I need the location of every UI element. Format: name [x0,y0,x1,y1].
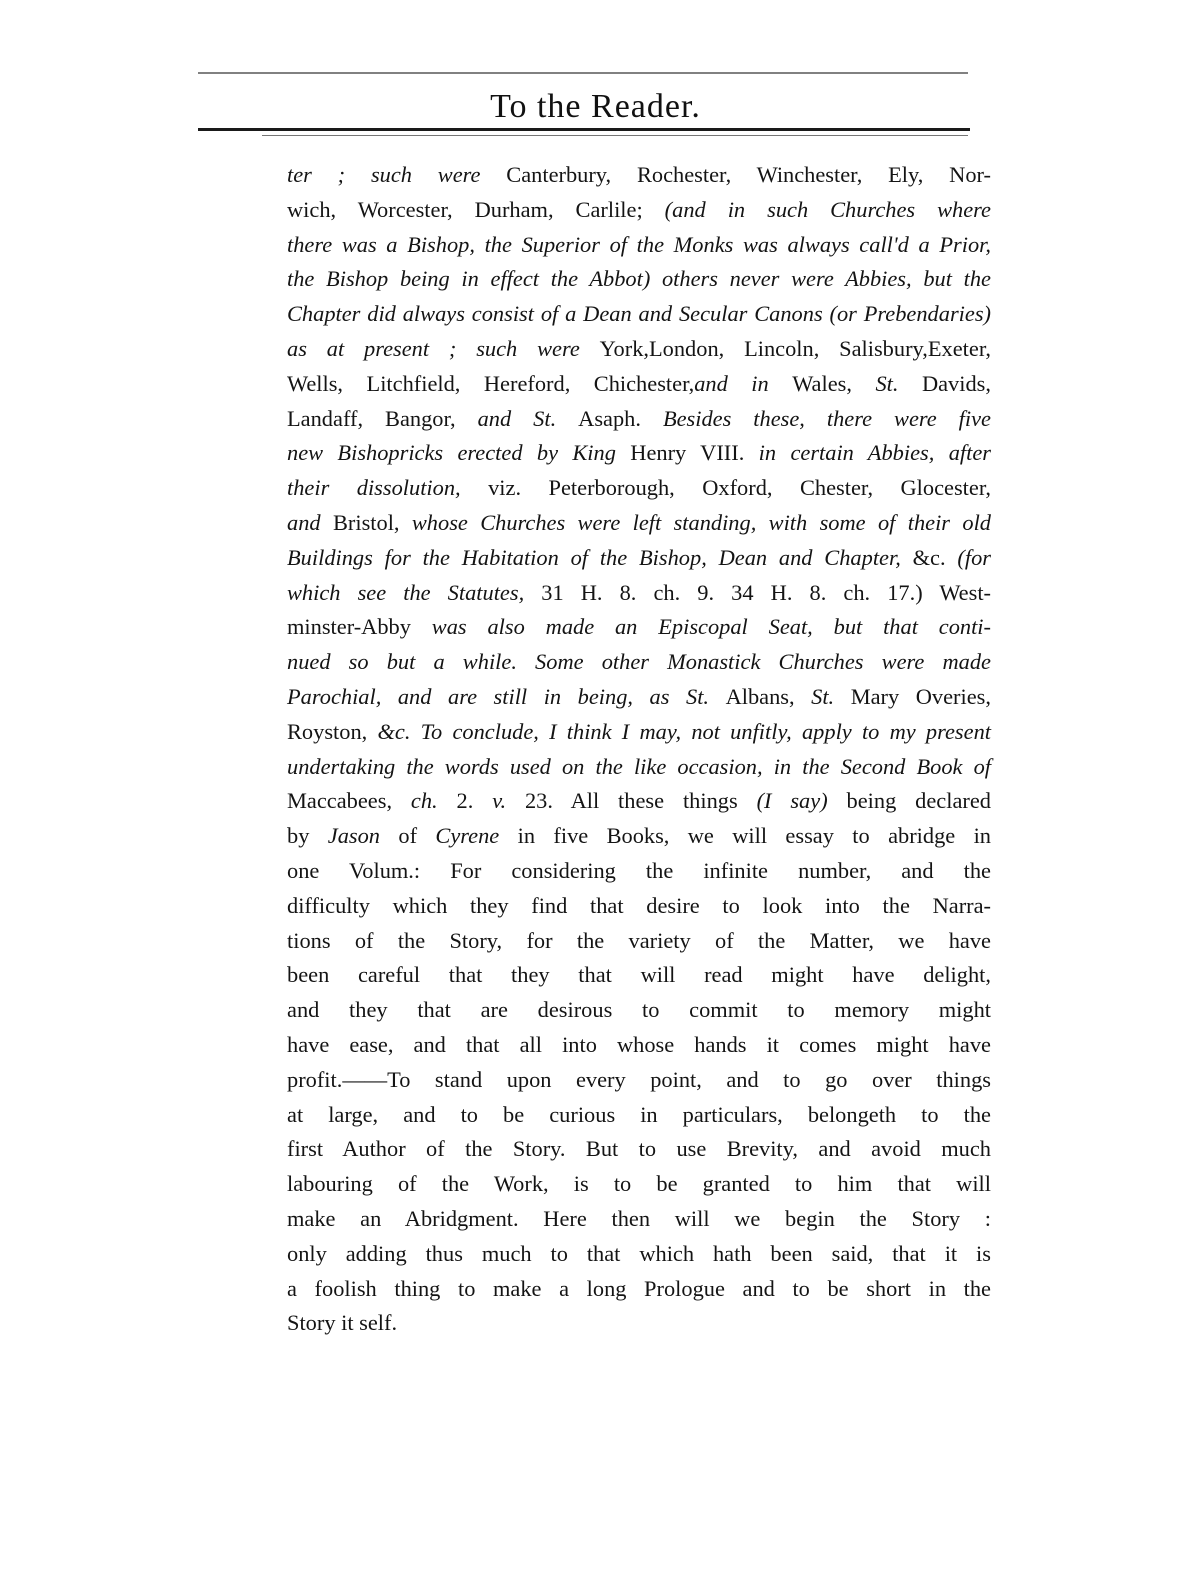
text-line [287,506,991,541]
header-rule-thin [262,135,968,136]
italic-run: the Bishop being in effect the Abbot) others never were Abbies, but the [287,266,991,292]
roman-run: in five Books, we will essay to abridge in [517,823,992,849]
text-line [287,854,991,889]
roman-run: Henry VIII. [630,440,759,466]
roman-run: Asaph. [578,405,663,431]
roman-run: labouring of the Work, is to be granted to him that will [287,1171,991,1197]
text-line [287,158,991,193]
roman-run: Mary Overies, [850,683,991,709]
body-text [287,158,991,1341]
text-line [287,1202,991,1237]
roman-run: tions of the Story, for the variety of the Matter, we have [287,927,991,953]
running-head: To the Reader. [490,88,701,125]
top-rule [198,72,968,74]
text-line [287,680,991,715]
italic-run: nued so but a while. Some other Monastick Churches were made [287,649,991,675]
roman-run: 31 H. 8. ch. 9. 34 H. 8. ch. 17.) West- [541,579,992,605]
italic-run: &c. To conclude, I think I may, not unfitly, apply to my present [377,718,991,744]
italic-run: ch. [410,788,457,814]
text-line [287,715,991,750]
text-line [287,471,991,506]
italic-run: whose Churches were left standing, with some of their old [411,509,991,535]
text-line [287,576,991,611]
italic-run: their dissolution, [287,475,489,501]
roman-run: a foolish thing to make a long Prologue and to be short in the [287,1275,991,1301]
text-line [287,1306,991,1341]
text-line [287,1167,991,1202]
roman-run: of [398,823,436,849]
italic-run: Cyrene [435,823,518,849]
roman-run: Bristol, [332,509,412,535]
italic-run: Besides these, there were five [662,405,991,431]
roman-run: only adding thus much to that which hath been said, that it is [287,1240,991,1266]
italic-run: and [287,509,333,535]
roman-run: being declared [846,788,991,814]
roman-run: Story it self. [287,1310,398,1336]
italic-run: (for [957,544,991,570]
roman-run: York,London, Lincoln, Salisbury,Exeter, [599,335,991,361]
text-line [287,784,991,819]
italic-run: which see the Statutes, [287,579,542,605]
italic-run: as at present ; such were [287,335,600,361]
roman-run: Royston, [287,718,378,744]
italic-run: was also made an Episcopal Seat, but that conti- [431,614,991,640]
roman-run: by [287,823,328,849]
text-line [287,889,991,924]
roman-run: Landaff, Bangor, [287,405,478,431]
text-line [287,610,991,645]
italic-run: (and in such Churches where [664,196,991,222]
roman-run: make an Abridgment. Here then will we begin the Story : [287,1205,991,1231]
roman-run: 2. [456,788,493,814]
italic-run: Chapter did always consist of a Dean and Secular Canons (or Prebendaries) [287,301,991,327]
roman-run: difficulty which they find that desire to look into the Narra- [287,892,991,918]
roman-run: Wales, [792,370,876,396]
italic-run: v. [492,788,525,814]
text-line [287,819,991,854]
text-line [287,1272,991,1307]
italic-run: such were [370,162,507,187]
roman-run: and they that are desirous to commit to memory might [287,997,991,1023]
italic-run: there was a Bishop, the Superior of the Monks was always call'd a Prior, [287,231,991,257]
italic-run: undertaking the words used on the like occasion, in the Second Book of [287,753,991,779]
text-line [287,993,991,1028]
roman-run: 23. All these things [524,788,757,814]
italic-run: Parochial, and are still in being, as St. [287,683,726,709]
roman-run: minster-Abby [287,614,432,640]
italic-run: (I say) [756,788,847,814]
italic-run: and in [694,370,793,396]
text-line [287,1237,991,1272]
italic-run: St. [811,683,851,709]
roman-run: Davids, [921,370,991,396]
roman-run: &c. [912,544,958,570]
roman-run: at large, and to be curious in particulars, belongeth to the [287,1101,991,1127]
italic-run: Jason [327,823,399,849]
text-line [287,645,991,680]
text-line [287,924,991,959]
text-line [287,1028,991,1063]
text-line [287,332,991,367]
roman-run: Maccabees, [287,788,411,814]
roman-run: profit.——To stand upon every point, and to go over things [287,1066,991,1092]
text-line [287,1098,991,1133]
text-line [287,541,991,576]
roman-run: viz. Peterborough, Oxford, Chester, Glocester, [488,475,991,501]
text-line [287,958,991,993]
text-line [287,402,991,437]
text-line [287,262,991,297]
roman-run: first Author of the Story. But to use Brevity, and avoid much [287,1136,991,1162]
italic-run: and St. [477,405,579,431]
text-line [287,193,991,228]
italic-run: in certain Abbies, after [758,440,991,466]
header-rule [198,128,970,131]
italic-run: St. [875,370,922,396]
text-line [287,367,991,402]
text-line [287,1132,991,1167]
text-line [287,228,991,263]
text-line [287,750,991,785]
roman-run: one Volum.: For considering the infinite number, and the [287,857,991,883]
roman-run: Albans, [725,683,812,709]
text-line [287,436,991,471]
roman-run: wich, Worcester, Durham, Carlile; [287,196,665,222]
text-line [287,1063,991,1098]
text-line [287,297,991,332]
italic-run: new Bishopricks erected by King [287,440,631,466]
italic-run: Buildings for the Habitation of the Bishop, Dean and Chapter, [287,544,913,570]
roman-run: Wells, Litchfield, Hereford, Chichester, [287,370,695,396]
roman-run: have ease, and that all into whose hands it comes might have [287,1031,991,1057]
roman-run: been careful that they that will read might have delight, [287,962,991,988]
italic-run: ter ; [287,162,371,187]
roman-run: Canterbury, Rochester, Winchester, Ely, Nor- [506,162,991,187]
